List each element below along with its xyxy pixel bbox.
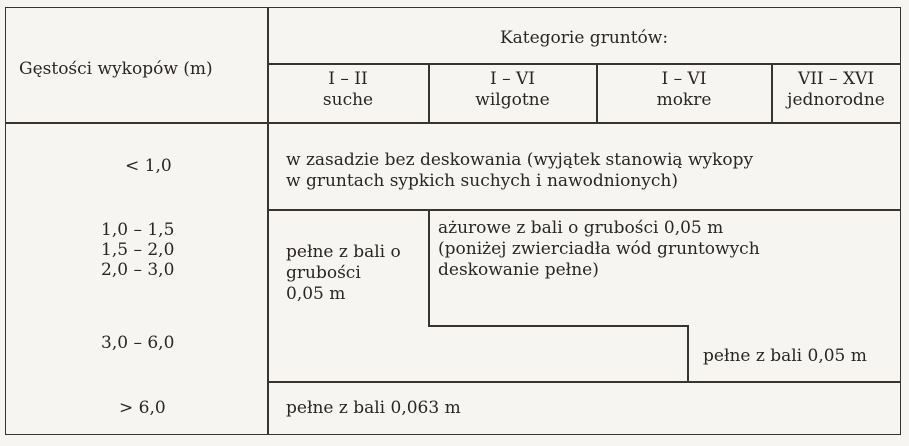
category-4 — [772, 69, 900, 111]
depth-lt-1: < 1,0 — [125, 156, 172, 176]
rule-openwork-full005 — [687, 325, 689, 382]
cell-full-0063: pełne z bali 0,063 m — [286, 398, 461, 418]
rule-under-header — [6, 122, 900, 124]
cell-full-planks-005 — [286, 242, 401, 305]
rule-under-full-planks — [268, 381, 900, 383]
rule-full-planks-openwork — [428, 209, 430, 326]
cell-full-planks-line-3: 0,05 m — [286, 284, 346, 304]
category-2 — [429, 69, 596, 111]
cell-full-005: pełne z bali 0,05 m — [703, 346, 867, 366]
category-2-type: wilgotne — [475, 90, 550, 110]
depth-gt-6: > 6,0 — [119, 398, 166, 418]
cell-full-planks-line-1: pełne z bali o — [286, 242, 401, 262]
depth-1-5-2: 1,5 – 2,0 — [101, 240, 175, 260]
row-header: Gęstości wykopów (m) — [19, 59, 213, 79]
rule-under-openwork — [428, 325, 688, 327]
cell-openwork-line-2: (poniżej zwierciadła wód gruntowych — [438, 239, 760, 259]
depth-3-6: 3,0 – 6,0 — [101, 333, 175, 353]
cell-openwork — [438, 218, 760, 281]
category-3-range: I – VI — [661, 69, 707, 89]
cell-openwork-line-3: deskowanie pełne) — [438, 260, 599, 280]
rule-under-category-header — [268, 63, 900, 65]
cell-no-shoring-line-2: w gruntach sypkich suchych i nawodnionych) — [286, 171, 679, 191]
depth-2-3: 2,0 – 3,0 — [101, 260, 175, 280]
cell-no-shoring-line-1: w zasadzie bez deskowania (wyjątek stanowią wykopy — [286, 150, 754, 170]
category-1-range: I – II — [328, 69, 368, 89]
cell-openwork-line-1: ażurowe z bali o grubości 0,05 m — [438, 218, 724, 238]
shoring-table — [5, 7, 901, 435]
category-3-type: mokre — [656, 90, 712, 110]
category-4-type: jednorodne — [787, 90, 885, 110]
category-2-range: I – VI — [489, 69, 535, 89]
cell-full-planks-line-2: grubości — [286, 263, 361, 283]
category-3 — [597, 69, 771, 111]
category-4-range: VII – XVI — [797, 69, 875, 89]
cell-no-shoring — [286, 150, 753, 192]
category-1 — [268, 69, 428, 111]
rule-under-no-shoring — [268, 209, 900, 211]
category-1-type: suche — [322, 90, 374, 110]
depth-1-1-5: 1,0 – 1,5 — [101, 220, 175, 240]
category-header: Kategorie gruntów: — [499, 28, 669, 48]
